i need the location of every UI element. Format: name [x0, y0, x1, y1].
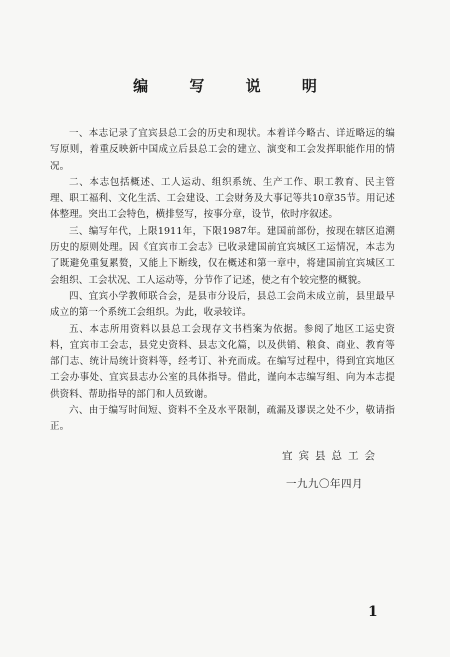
signature-date: 一九九〇年四月 [286, 478, 363, 490]
page-title: 编 写 说 明 [133, 77, 335, 95]
paragraph-1: 一、本志记录了宜宾县总工会的历史和现状。本着详今略古、详近略远的编写原则，着重反映新中国成立后县总工会的建立、演变和工会发挥职能作用的情况。 [50, 128, 395, 172]
paragraph-3: 三、编写年代，上限1911年，下限1987年。建国前部份，按现在辖区追溯历史的原则处理。因《宜宾市工会志》已收录建国前宜宾城区工运情况，本志为了既避免重复累赘，又能上下断线，仅在概述和第一章中，将建国前宜宾城区工会组织、工会状况、工人运动等，分节作了记述，使之有个较完整的概貌。 [50, 225, 395, 286]
signature-organization: 宜宾县总工会 [282, 450, 381, 462]
body-text [50, 126, 395, 436]
paragraph-2: 二、本志包括概述、工人运动、组织系统、生产工作、职工教育、民主管理、职工福利、文化生活、工会建设、工会财务及大事记等共10章35节。用记述体整理。突出工会特色，横排竖写，按事分章，设节，依时序叙述。 [50, 176, 395, 221]
paragraph-6: 六、由于编写时间短、资料不全及水平限制，疏漏及谬误之处不少，敬请指正。 [50, 405, 395, 433]
paragraph-4: 四、宜宾小学教师联合会，是县市分设后，县总工会尚未成立前，县里最早成立的第一个系统工会组织。为此，收录较详。 [50, 290, 395, 319]
paragraph-5: 五、本志所用资料以县总工会现存文书档案为依据。参阅了地区工运史资料，宜宾市工会志，县党史资料、县志文化篇，以及供销、粮食、商业、教育等部门志、统计局统计资料等，经考订、补充而成。在编写过程中，得到宜宾地区工会办事处、宜宾县志办公室的具体指导。借此，谨向本志编写组、向为本志提供资料、帮助指导的部门和人员致谢。 [50, 323, 395, 400]
page-number: 1 [368, 604, 378, 620]
